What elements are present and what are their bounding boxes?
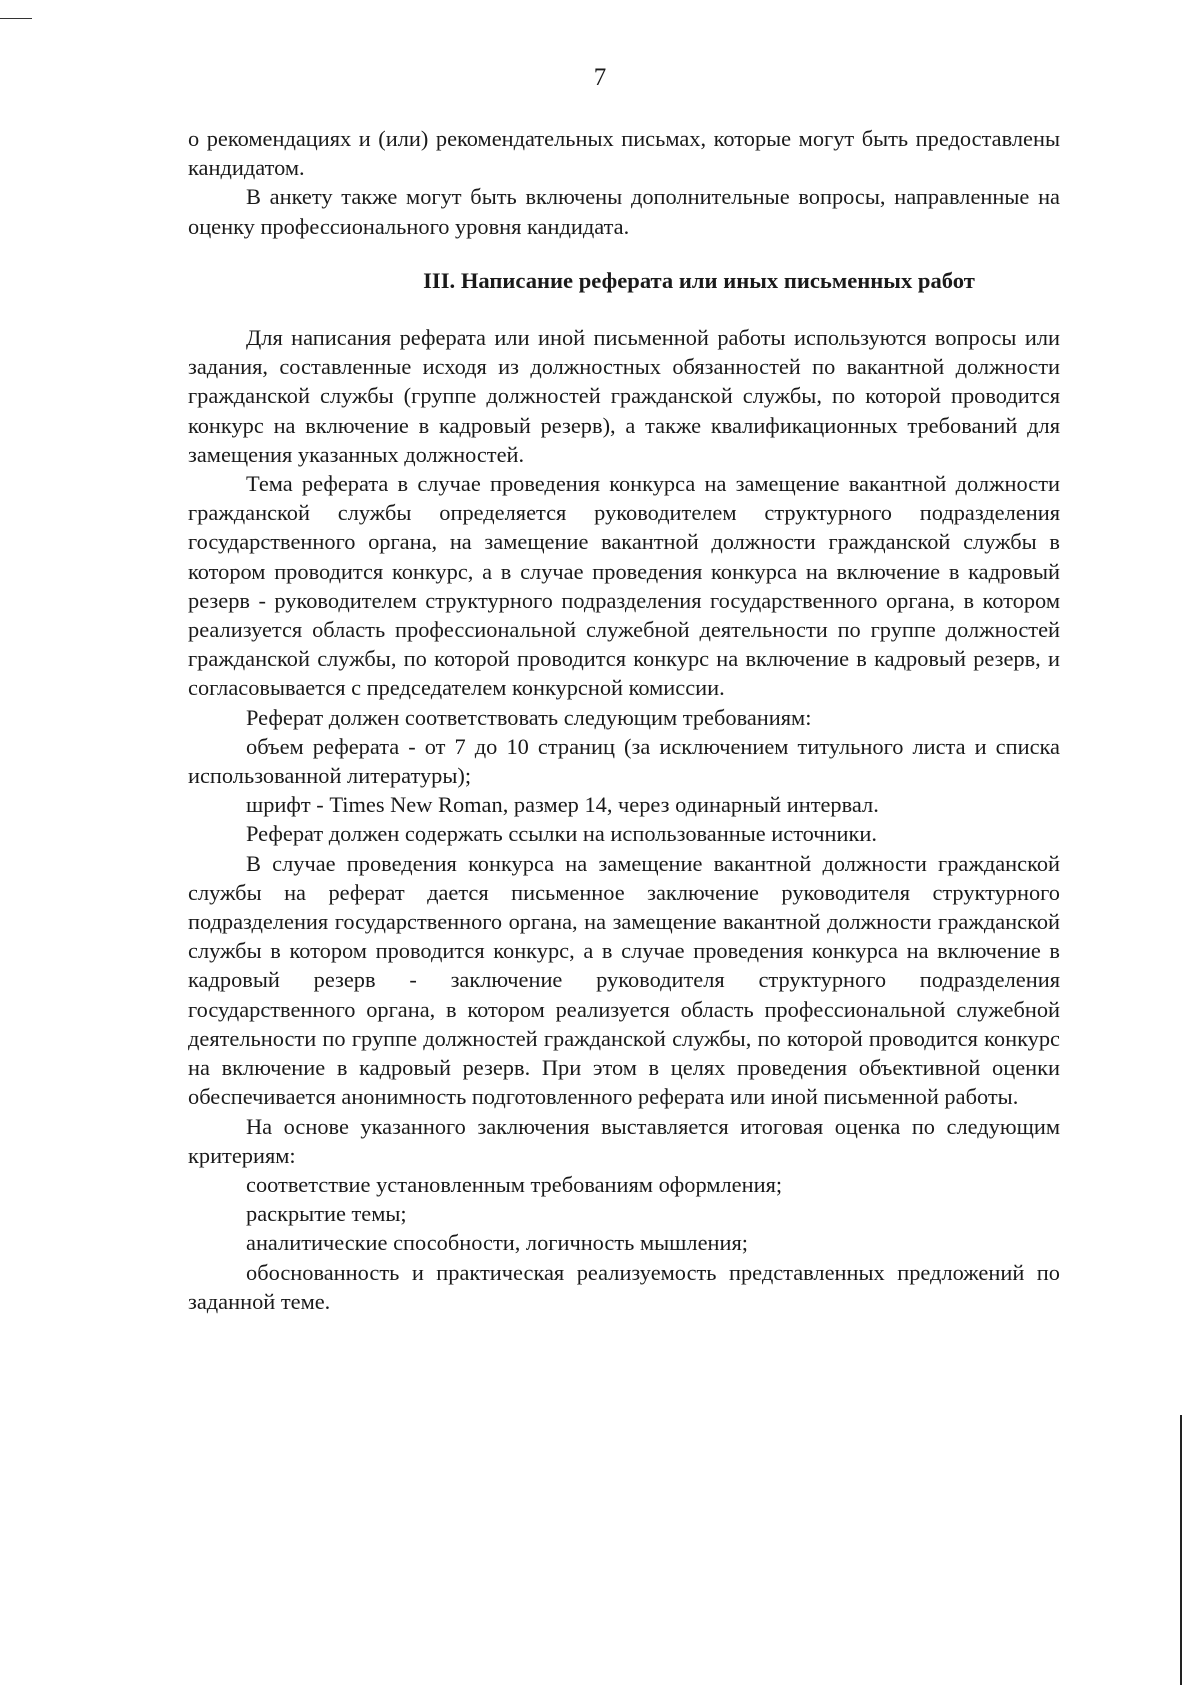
scan-edge-line (1180, 1415, 1182, 1685)
paragraph-questionnaire: В анкету также могут быть включены дополнительные вопросы, направленные на оценку профессионального уровня кандидата. (188, 184, 1060, 239)
paragraph-essay-questions: Для написания реферата или иной письменной работы используются вопросы или задания, составленные исходя из должностных обязанностей по вакантной должности гражданской службы (группе должностей гражданской службы, по которой проводится конкурс на включение в кадровый резерв), а также квалификационных требований для замещения указанных должностей. (188, 325, 1060, 467)
criterion-formatting: соответствие установленным требованиям оформления; (246, 1171, 783, 1197)
page-number: 7 (593, 64, 607, 91)
paragraph-recommendations: о рекомендациях и (или) рекомендательных письмах, которые могут быть предоставлены кандидатом. (188, 126, 1060, 181)
paragraph-font: шрифт - Times New Roman, размер 14, через одинарный интервал. (246, 792, 879, 818)
criterion-topic: раскрытие темы; (246, 1201, 407, 1227)
scan-edge-mark (0, 18, 32, 19)
paragraph-final-score: На основе указанного заключения выставляется итоговая оценка по следующим критериям: (188, 1113, 1060, 1168)
paragraph-conclusion: В случае проведения конкурса на замещение вакантной должности гражданской службы на реферат дается письменное заключение руководителя структурного подразделения государственного органа, на замещение вакантной должности гражданской службы в котором проводится конкурс, а в случае проведения конкурса на включение в кадровый резерв - заключение руководителя структурного подразделения государственного органа, в котором реализуется область профессиональной служебной деятельности по группе должностей гражданской службы, по которой проводится конкурс на включение в кадровый резерв. При этом в целях проведения объективной оценки обеспечивается анонимность подготовленного реферата или иной письменной работы. (188, 850, 1060, 1110)
paragraph-essay-topic: Тема реферата в случае проведения конкурса на замещение вакантной должности гражданской службы определяется руководителем структурного подразделения государственного органа, на замещение вакантной должности гражданской службы в котором проводится конкурс, а в случае проведения конкурса на включение в кадровый резерв - руководителем структурного подразделения государственного органа, в котором реализуется область профессиональной служебной деятельности по группе должностей гражданской службы, по которой проводится конкурс на включение в кадровый резерв, и согласовывается с председателем конкурсной комиссии. (188, 471, 1060, 701)
criterion-feasibility: обоснованность и практическая реализуемость представленных предложений по заданной теме. (188, 1259, 1060, 1314)
document-body (188, 124, 1060, 1316)
paragraph-volume: объем реферата - от 7 до 10 страниц (за исключением титульного листа и списка использованной литературы); (188, 733, 1060, 789)
paragraph-references: Реферат должен содержать ссылки на использованные источники. (246, 821, 877, 847)
criterion-analytical: аналитические способности, логичность мышления; (246, 1230, 749, 1256)
section-heading: III. Написание реферата или иных письменных работ (423, 267, 975, 293)
paragraph-requirements: Реферат должен соответствовать следующим требованиям: (246, 704, 812, 730)
